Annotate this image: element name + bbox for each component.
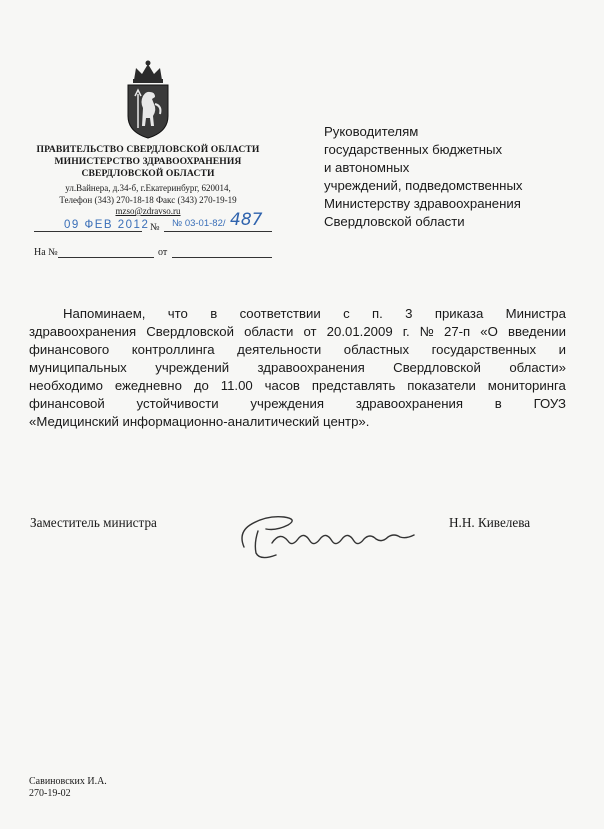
body-word: Напоминаем, <box>63 306 146 321</box>
body-word: Министра <box>505 306 566 321</box>
body-word: муниципальных <box>29 360 127 375</box>
body-word: от <box>303 324 317 339</box>
number-handwritten: 487 <box>230 210 263 230</box>
coat-of-arms-emblem <box>116 58 180 142</box>
number-stamp: № 03-01-82/ <box>172 218 226 229</box>
addressee-line: Руководителям <box>324 124 419 139</box>
executor-name: Савиновских И.А. <box>29 776 107 787</box>
signer-name: Н.Н. Кивелева <box>449 515 531 530</box>
body-word: 27-п <box>444 324 471 339</box>
letterhead <box>18 144 278 218</box>
body-word: здравоохранения <box>29 324 137 339</box>
body-word: здравоохранения <box>355 396 463 411</box>
body-word: Свердловской <box>393 360 481 375</box>
addressee-line: Свердловской области <box>324 214 465 229</box>
org-name-line2: МИНИСТЕРСТВО ЗДРАВООХРАНЕНИЯ <box>54 156 242 167</box>
body-word: ежедневно <box>114 378 182 393</box>
body-word: 11.00 <box>220 378 253 393</box>
body-word: государственных <box>431 342 537 357</box>
addressee-line: Министерству здравоохранения <box>324 196 521 211</box>
body-word: учреждений <box>155 360 230 375</box>
addressee-block <box>324 123 523 231</box>
letter-body <box>29 305 566 431</box>
addressee-line: государственных бюджетных <box>324 142 503 157</box>
body-word: приказа <box>434 306 484 321</box>
number-label: № <box>150 222 160 233</box>
body-word: введении <box>507 324 566 339</box>
body-word: 3 <box>405 306 413 321</box>
body-word: п. <box>372 306 383 321</box>
body-word: «О <box>480 324 498 339</box>
body-word: учреждения <box>250 396 325 411</box>
ref-date-underline <box>172 257 272 258</box>
body-word: г. <box>402 324 410 339</box>
body-line <box>29 341 566 359</box>
body-line <box>29 395 566 413</box>
body-word: необходимо <box>29 378 104 393</box>
signer-role: Заместитель министра <box>30 515 157 530</box>
body-word: 20.01.2009 <box>326 324 393 339</box>
body-word: и <box>558 342 566 357</box>
body-word: мониторинга <box>487 378 566 393</box>
body-word: № <box>419 324 434 339</box>
body-word: Свердловской <box>146 324 234 339</box>
body-word: контроллинга <box>131 342 215 357</box>
body-word: деятельности <box>237 342 322 357</box>
executor-phone: 270-19-02 <box>29 788 71 799</box>
ref-number-label: На № <box>34 247 58 258</box>
body-word: что <box>167 306 188 321</box>
date-stamp: 09 ФЕВ 2012 <box>64 219 150 231</box>
body-word: областных <box>343 342 410 357</box>
ref-from-label: от <box>158 247 168 258</box>
executor-block <box>29 776 107 800</box>
body-word: соответствии <box>239 306 321 321</box>
body-word: представлять <box>311 378 396 393</box>
handwritten-signature <box>236 503 436 563</box>
body-word: финансовой <box>29 396 105 411</box>
addressee-line: и автономных <box>324 160 410 175</box>
body-word: области <box>244 324 294 339</box>
body-word: ГОУЗ <box>533 396 566 411</box>
body-line <box>29 377 566 395</box>
org-name-line1: ПРАВИТЕЛЬСТВО СВЕРДЛОВСКОЙ ОБЛАСТИ <box>36 144 260 155</box>
body-word: здравоохранения <box>257 360 365 375</box>
body-word: до <box>193 378 209 393</box>
org-address: ул.Вайнера, д.34-б, г.Екатеринбург, 620014, <box>65 183 231 193</box>
body-line <box>29 305 566 323</box>
body-word: области» <box>509 360 566 375</box>
addressee-line: учреждений, подведомственных <box>324 178 523 193</box>
number-underline <box>164 231 272 232</box>
body-word: в <box>210 306 218 321</box>
body-word: «Медицинский информационно-аналитический центр». <box>29 414 370 429</box>
body-line <box>29 359 566 377</box>
body-word: показатели <box>407 378 476 393</box>
org-name-line3: СВЕРДЛОВСКОЙ ОБЛАСТИ <box>81 168 215 179</box>
body-line <box>29 323 566 341</box>
body-line <box>29 413 566 431</box>
body-word: финансового <box>29 342 110 357</box>
ref-number-underline <box>58 257 154 258</box>
body-word: устойчивости <box>136 396 219 411</box>
org-phone: Телефон (343) 270-18-18 Факс (343) 270-19-19 <box>59 194 237 205</box>
org-email: mzso@zdravso.ru <box>115 206 181 216</box>
body-word: в <box>494 396 502 411</box>
date-underline <box>34 231 142 232</box>
body-word: с <box>343 306 350 321</box>
body-word: часов <box>264 378 300 393</box>
